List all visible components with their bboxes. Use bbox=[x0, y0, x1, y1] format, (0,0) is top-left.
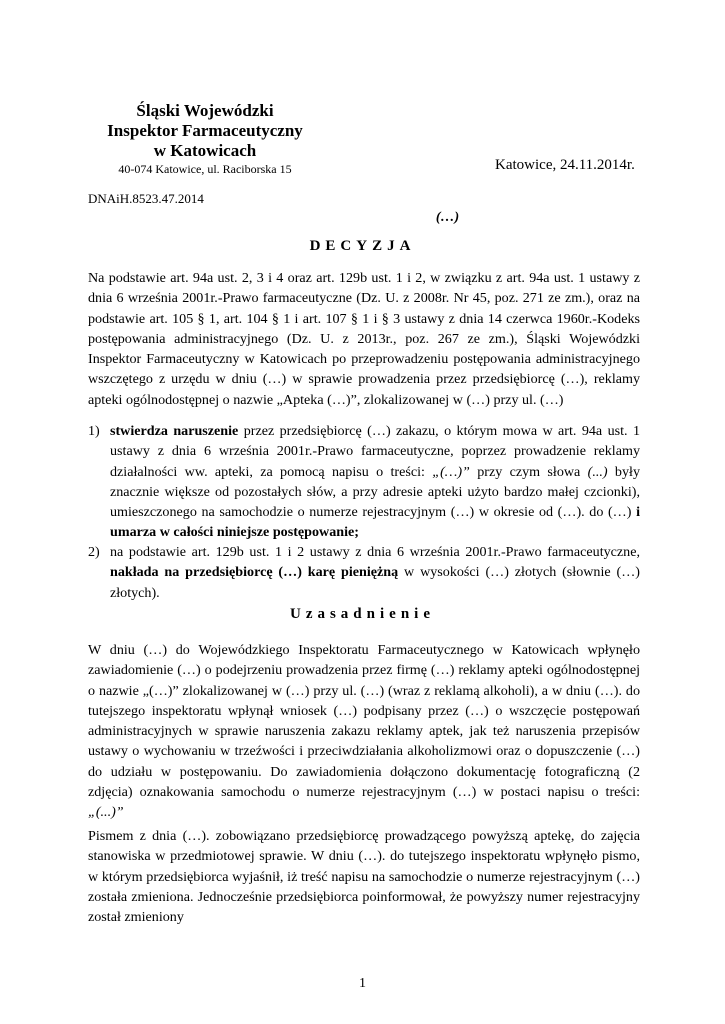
authority-name-line2: Inspektor Farmaceutyczny bbox=[107, 121, 303, 140]
document-date: Katowice, 24.11.2014r. bbox=[495, 157, 635, 173]
justification-title: Uzasadnienie bbox=[289, 606, 435, 622]
justification-paragraph-1: W dniu (…) do Wojewódzkiego Inspektoratu Farmaceutycznego w Katowicach wpłynęło zawiadomienie (…) o podejrzeniu prowadzenia przez firmę (…) reklamy apteki ogólnodostępnej o nazwie „(…)” zlokalizowanej w (…) przy ul. (…) (wraz z reklamą alkoholi), a w dniu (…). do tutejszego inspektoratu wpłynął wniosek (…) podpisany przez (…) o wszczęcie postępowań administracyjnych w sprawie naruszenia zakazu reklamy aptek, jak też naruszenia przepisów ustawy o wychowaniu w trzeźwości i przeciwdziałania alkoholizmowi oraz o dopuszczenie (…) do udziału w postępowaniu. Do zawiadomienia dołączono dokumentację fotograficzną (2 zdjęcia) oznakowania samochodu o numerze rejestracyjnym (…) w postaci napisu o treści: „(...)” bbox=[88, 642, 640, 821]
item-quote: „(…)” bbox=[432, 463, 470, 480]
decision-title: DECYZJA bbox=[309, 238, 416, 254]
page-number: 1 bbox=[359, 976, 366, 991]
item-bold-end: i umarza w całości niniejsze postępowanie; bbox=[110, 504, 640, 541]
decision-item-2: 2) na podstawie art. 129b ust. 1 i 2 ustawy z dnia 6 września 2001r.-Prawo farmaceutyczne, nakłada na przedsiębiorcę (…) karę pieniężną w wysokości (…) złotych (słownie (…) złotych). bbox=[88, 544, 640, 601]
item-number: 1) bbox=[88, 423, 100, 439]
decision-item-1: 1) stwierdza naruszenie przez przedsiębiorcę (…) zakazu, o którym mowa w art. 94a ust. 1 ustawy z dnia 6 września 2001r.-Prawo farmaceutyczne, poprzez prowadzenie reklamy działalności ww. apteki, za pomocą napisu o treści: „(…)” przy czym słowa (...) były znacznie większe od pozostałych słów, a przy adresie apteki użyto bardzo małej czcionki), umieszczonego na samochodzie o numerze rejestracyjnym (…) w okresie od (…). do (…) i umarza w całości niniejsze postępowanie; bbox=[88, 423, 640, 541]
justification-paragraph-2: Pismem z dnia (…). zobowiązano przedsiębiorcę prowadzącego powyższą aptekę, do zajęcia stanowiska w przedmiotowej sprawie. W dniu (…). do tutejszego inspektoratu wpłynęło pismo, w którym przedsiębiorca wyjaśnił, iż treść napisu na samochodzie o numerze rejestracyjnym (…) została zmieniona. Jednocześnie przedsiębiorca poinformował, że powyższy numer rejestracyjny został zmieniony bbox=[88, 828, 640, 926]
reference-number: DNAiH.8523.47.2014 bbox=[88, 191, 204, 206]
item-bold-mid: nakłada na przedsiębiorcę (…) karę pieniężną bbox=[110, 564, 399, 581]
authority-name-line1: Śląski Wojewódzki bbox=[136, 101, 274, 120]
item-quote-2: (...) bbox=[587, 463, 608, 480]
intro-paragraph: Na podstawie art. 94a ust. 2, 3 i 4 oraz art. 129b ust. 1 i 2, w związku z art. 94a ust. 1 ustawy z dnia 6 września 2001r.-Prawo farmaceutyczne (Dz. U. z 2008r. Nr 45, poz. 271 ze zm.), oraz na podstawie art. 105 § 1, art. 104 § 1 i art. 107 § 1 i § 3 ustawy z dnia 14 czerwca 1960r.-Kodeks postępowania administracyjnego (Dz. U. z 2013r., poz. 267 ze zm.), Śląski Wojewódzki Inspektor Farmaceutyczny w Katowicach po przeprowadzeniu postępowania administracyjnego wszczętego z urzędu w dniu (…) w sprawie prowadzenia przez przedsiębiorcę (…), reklamy apteki ogólnodostępnej o nazwie „Apteka (…)”, zlokalizowanej w (…) przy ul. (…) bbox=[88, 270, 640, 408]
item-bold-start: stwierdza naruszenie bbox=[110, 423, 239, 439]
authority-address: 40-074 Katowice, ul. Raciborska 15 bbox=[118, 162, 292, 176]
authority-name-line3: w Katowicach bbox=[153, 141, 257, 160]
justification-quote: „(...)” bbox=[88, 804, 124, 821]
addressee-placeholder: (…) bbox=[435, 210, 460, 225]
item-number: 2) bbox=[88, 544, 100, 560]
